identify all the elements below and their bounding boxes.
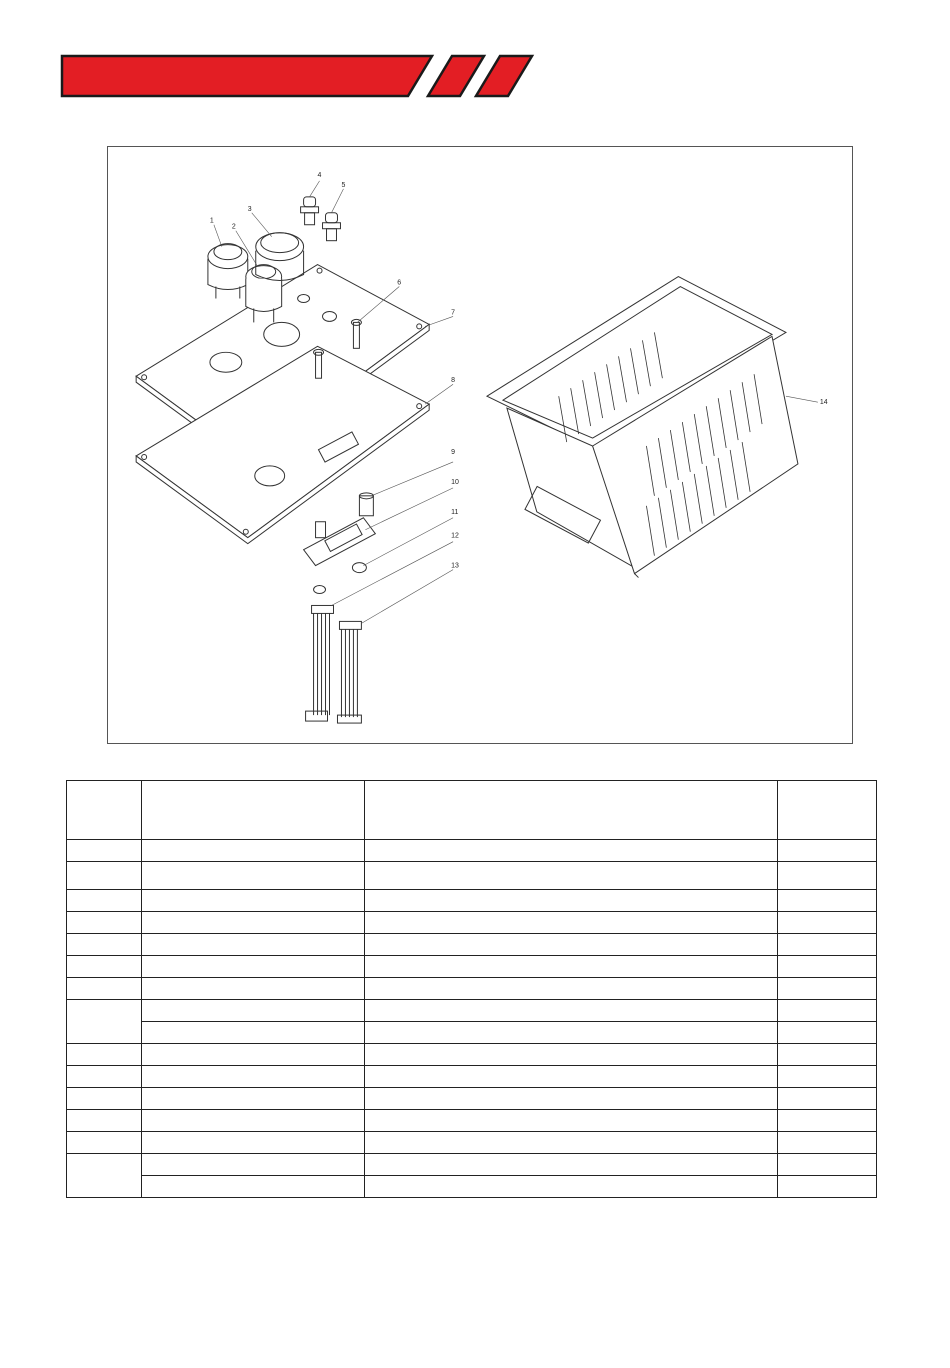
table-row: [67, 890, 877, 912]
header-cell-code: [142, 781, 365, 840]
table-row: [67, 956, 877, 978]
table-row: [67, 912, 877, 934]
indicator-lamp-4: [301, 197, 319, 225]
table-row: [67, 862, 877, 890]
callout-8: 8: [451, 377, 455, 385]
header-cell-description: [365, 781, 778, 840]
header-cell-qty: [778, 781, 877, 840]
callout-1: 1: [209, 217, 214, 225]
table-row: [67, 1176, 877, 1198]
banner-stripe-2: [476, 56, 532, 96]
callout-6: 6: [397, 279, 402, 287]
callout-4: 4: [317, 171, 322, 179]
callout-11: 11: [451, 508, 459, 516]
parts-list-table: [66, 780, 877, 1198]
table-row: [67, 934, 877, 956]
table-row: [67, 1132, 877, 1154]
table-row: [67, 1044, 877, 1066]
table-row: [67, 1000, 877, 1022]
header-banner: [0, 0, 950, 110]
table-row: [67, 1066, 877, 1088]
table-row: [67, 978, 877, 1000]
callout-5: 5: [341, 181, 346, 189]
exploded-view-drawing: [107, 146, 853, 744]
push-button-1: [208, 244, 248, 299]
callout-13: 13: [451, 562, 459, 570]
table-row: [67, 1110, 877, 1132]
ribbon-cable-12: [306, 605, 334, 721]
callout-9: 9: [451, 448, 455, 456]
nut-11: [314, 563, 367, 594]
banner-stripe-1: [428, 56, 484, 96]
table-row: [67, 1088, 877, 1110]
callout-14: 14: [819, 399, 828, 407]
header-cell-no: [67, 781, 142, 840]
exploded-view-svg: [108, 147, 852, 743]
table-row: [67, 1022, 877, 1044]
table-row: [67, 840, 877, 862]
callout-7: 7: [451, 309, 455, 317]
spacer-9: [359, 493, 373, 516]
banner-main-bar: [62, 56, 432, 96]
ribbon-cable-13: [337, 621, 361, 723]
indicator-lamp-5: [323, 213, 341, 241]
callout-12: 12: [451, 532, 459, 540]
table-row: [67, 1154, 877, 1176]
enclosure-housing: [487, 277, 798, 578]
callout-3: 3: [247, 205, 252, 213]
table-header-row: [67, 781, 877, 840]
display-board-10: [304, 518, 376, 566]
callout-10: 10: [451, 478, 459, 486]
callout-2: 2: [231, 223, 236, 231]
